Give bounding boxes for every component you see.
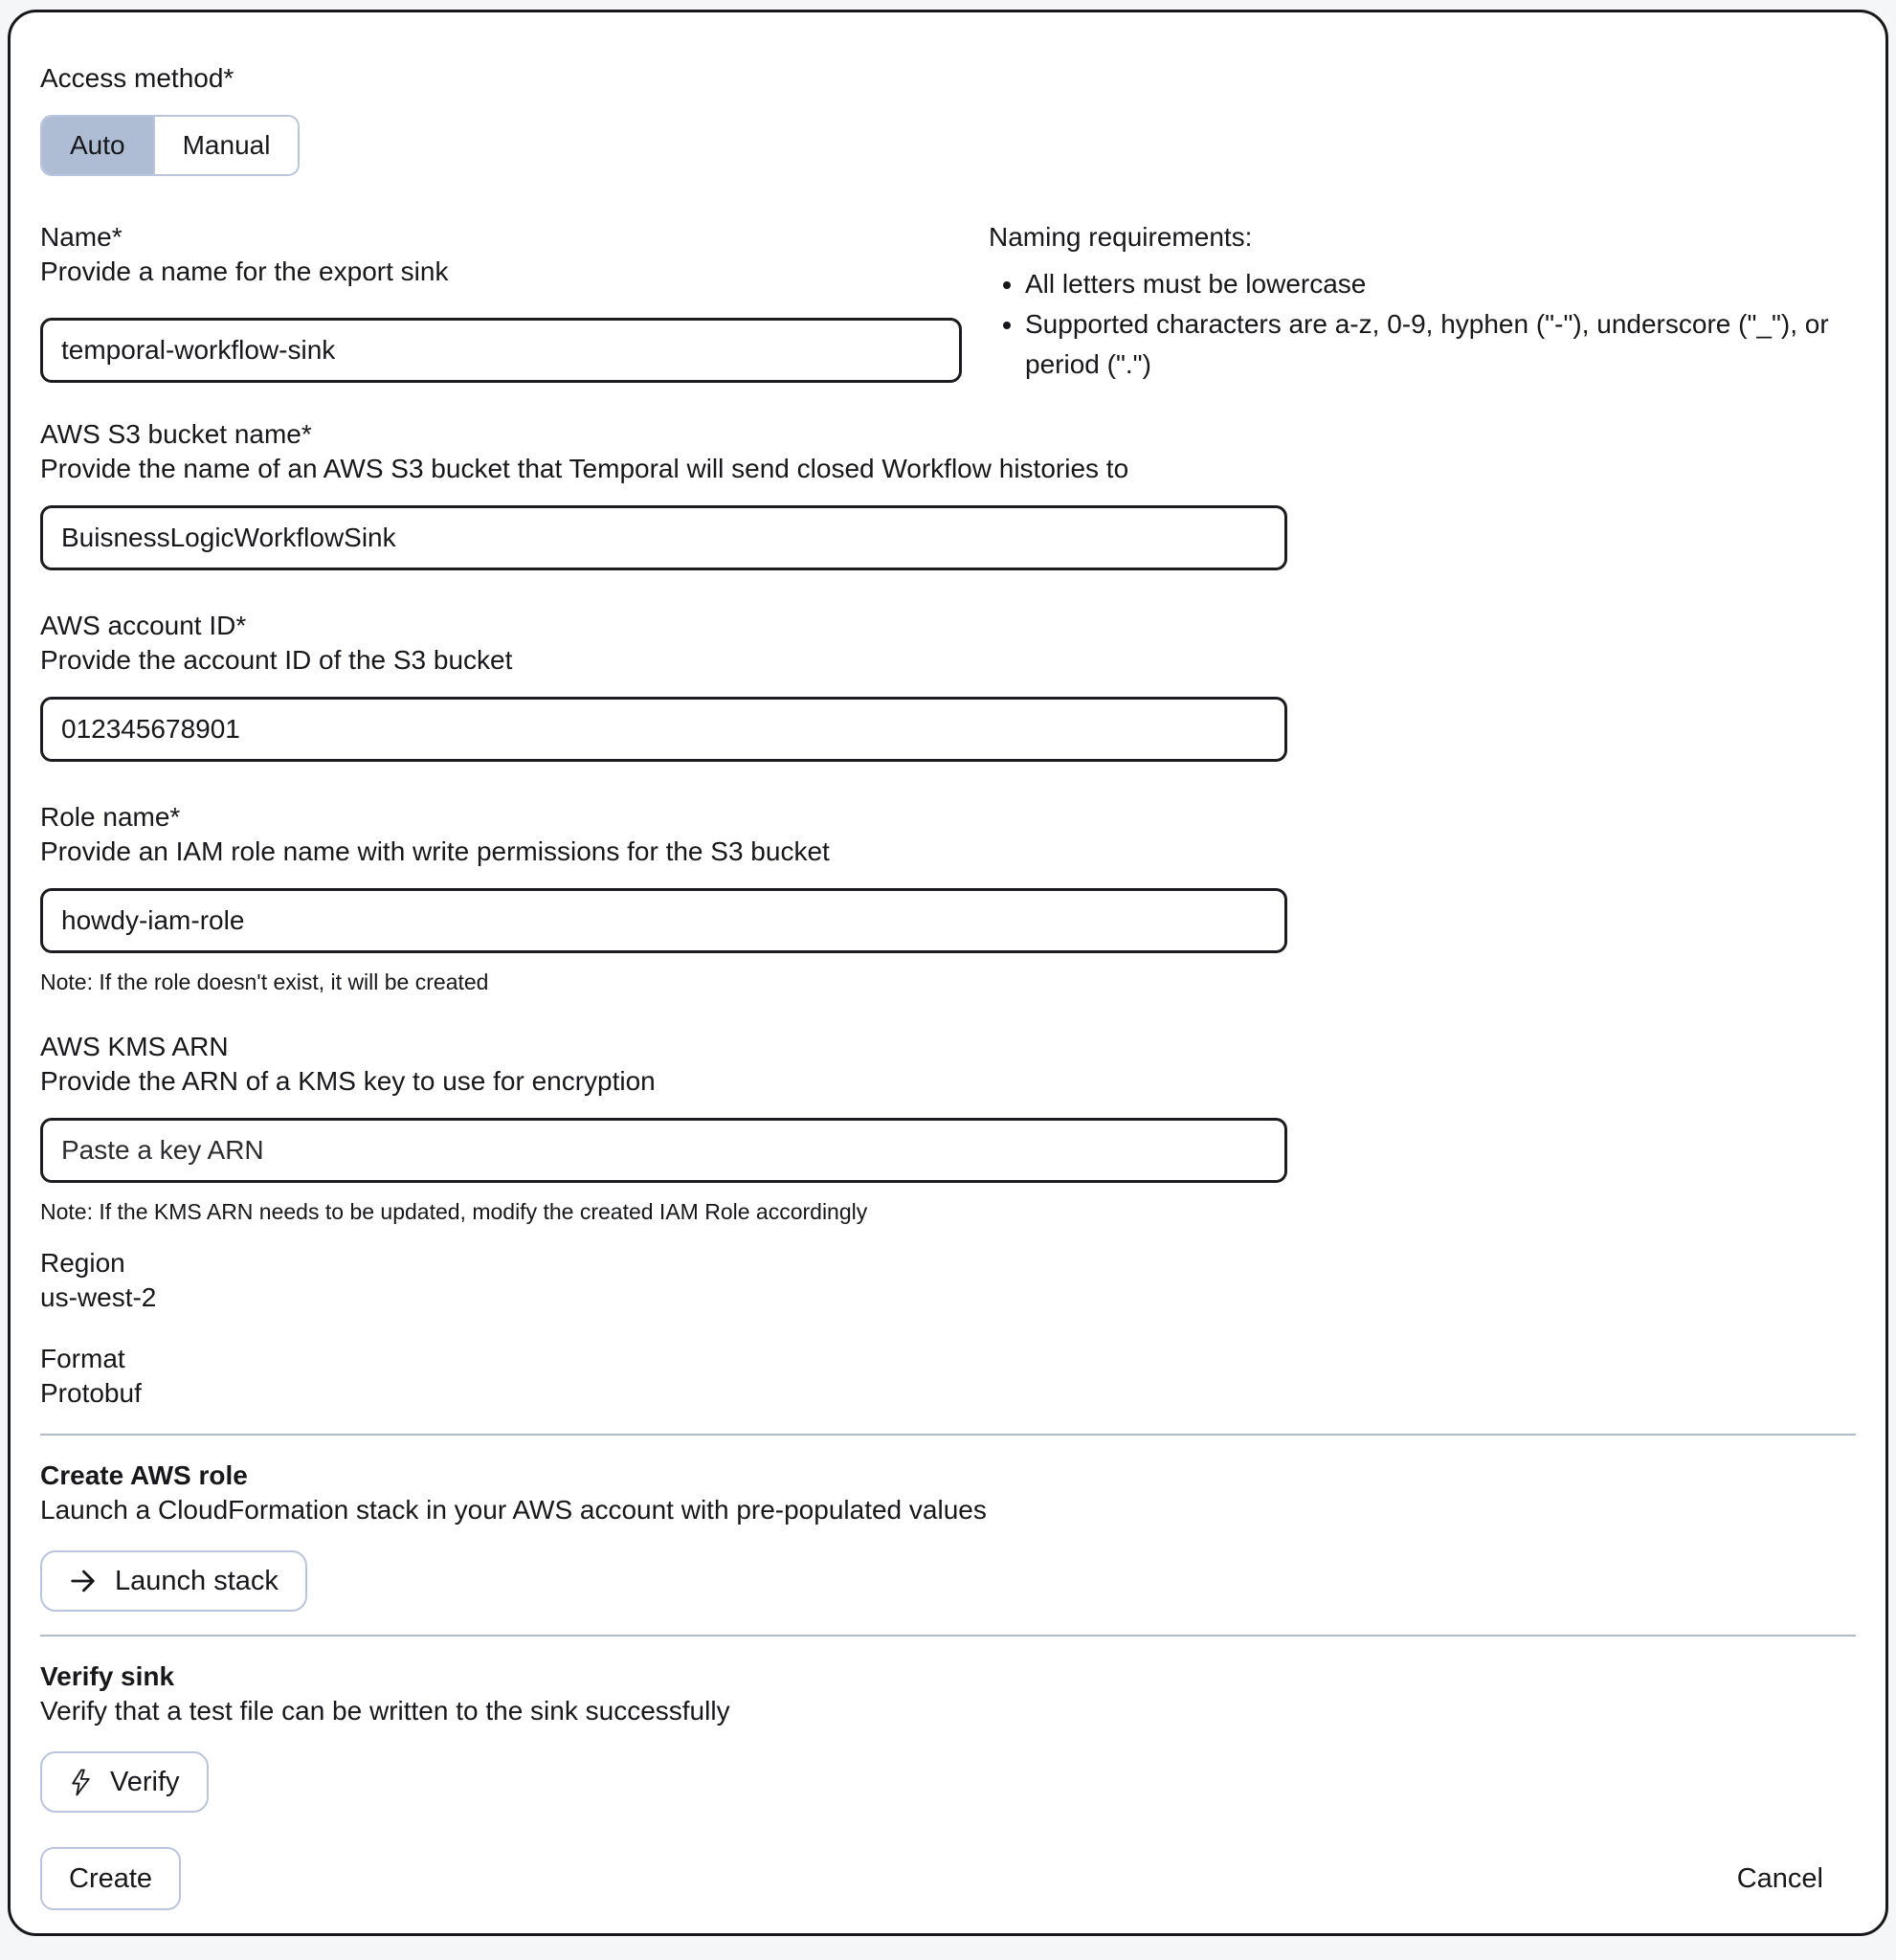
arrow-right-icon <box>69 1567 98 1595</box>
verify-label: Verify <box>110 1766 180 1797</box>
aws-account-id-field <box>40 609 1856 762</box>
verify-sink-description: Verify that a test file can be written to the sink successfully <box>40 1696 730 1726</box>
verify-sink-section <box>40 1659 1856 1813</box>
role-name-input[interactable] <box>40 888 1287 953</box>
aws-account-id-input[interactable] <box>40 697 1287 762</box>
name-field-description: Provide a name for the export sink <box>40 256 449 286</box>
create-aws-role-title: Create AWS role <box>40 1460 248 1490</box>
naming-requirements-list <box>989 264 1856 385</box>
verify-button[interactable] <box>40 1751 209 1813</box>
create-aws-role-section <box>40 1459 1856 1612</box>
aws-account-id-label: AWS account ID* <box>40 611 247 640</box>
access-method-toggle <box>40 115 300 176</box>
region-readonly <box>40 1246 1856 1315</box>
section-divider <box>40 1434 1856 1436</box>
create-aws-role-description: Launch a CloudFormation stack in your AWS account with pre-populated values <box>40 1495 987 1525</box>
region-value: us-west-2 <box>40 1282 157 1312</box>
create-label: Create <box>69 1862 153 1894</box>
s3-bucket-description: Provide the name of an AWS S3 bucket that Temporal will send closed Workflow histories to <box>40 454 1129 483</box>
role-name-label: Role name* <box>40 802 181 832</box>
lightning-icon <box>69 1769 93 1796</box>
region-label: Region <box>40 1248 125 1278</box>
s3-bucket-label: AWS S3 bucket name* <box>40 419 312 449</box>
cancel-button[interactable]: Cancel <box>1736 1862 1823 1894</box>
naming-requirements-title: Naming requirements: <box>989 222 1253 252</box>
name-field-label: Name* <box>40 222 123 252</box>
launch-stack-button[interactable] <box>40 1550 307 1612</box>
naming-requirement-item: • Supported characters are a-z, 0-9, hyphen ("-"), underscore ("_"), or period (".") <box>1025 304 1856 385</box>
format-value: Protobuf <box>40 1378 142 1408</box>
kms-arn-description: Provide the ARN of a KMS key to use for encryption <box>40 1066 656 1096</box>
verify-sink-title: Verify sink <box>40 1661 175 1691</box>
name-input[interactable] <box>40 318 962 383</box>
format-label: Format <box>40 1344 125 1373</box>
role-name-field <box>40 800 1856 995</box>
export-sink-form-card <box>8 10 1888 1936</box>
form-footer <box>40 1847 1856 1910</box>
format-readonly <box>40 1342 1856 1411</box>
naming-requirements <box>989 220 1856 385</box>
aws-account-id-description: Provide the account ID of the S3 bucket <box>40 645 513 675</box>
name-field <box>40 220 962 385</box>
section-divider <box>40 1635 1856 1637</box>
kms-arn-note: Note: If the KMS ARN needs to be updated, modify the created IAM Role accordingly <box>40 1199 868 1224</box>
name-and-requirements-row <box>40 220 1856 385</box>
s3-bucket-field <box>40 417 1856 570</box>
kms-arn-label: AWS KMS ARN <box>40 1032 229 1061</box>
kms-arn-input[interactable] <box>40 1118 1287 1183</box>
role-name-description: Provide an IAM role name with write permissions for the S3 bucket <box>40 836 830 866</box>
toggle-option-auto[interactable]: Auto <box>42 117 153 174</box>
naming-requirement-item: • All letters must be lowercase <box>1025 264 1856 304</box>
role-name-note: Note: If the role doesn't exist, it will be created <box>40 969 489 994</box>
kms-arn-field <box>40 1030 1856 1225</box>
access-method-label: Access method* <box>40 63 234 93</box>
s3-bucket-input[interactable] <box>40 505 1287 570</box>
create-button[interactable] <box>40 1847 181 1910</box>
toggle-option-manual[interactable]: Manual <box>153 117 299 174</box>
launch-stack-label: Launch stack <box>115 1565 279 1596</box>
